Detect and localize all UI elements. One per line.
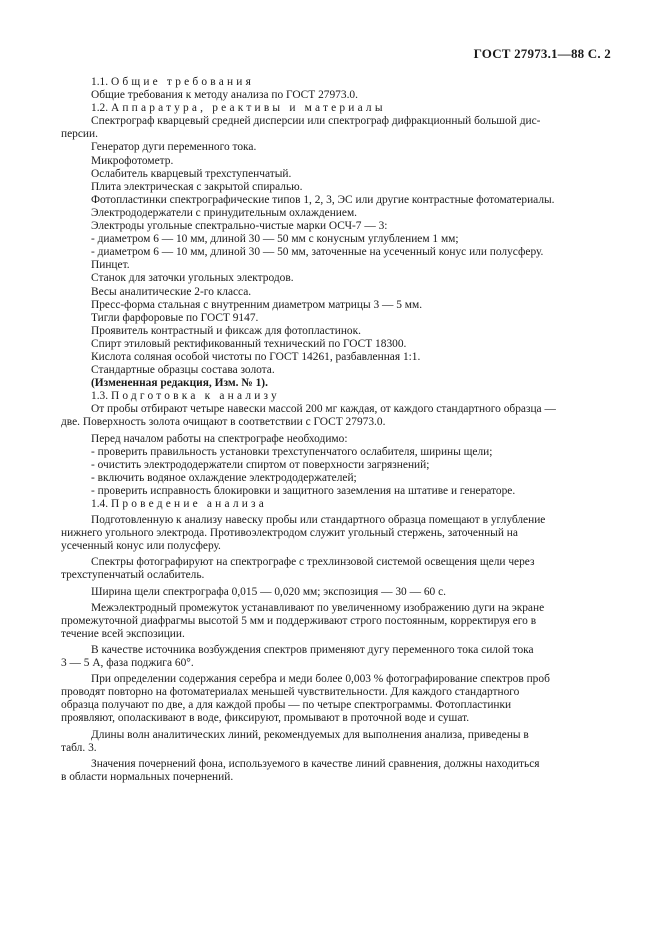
list-item: - проверить правильность установки трехступенчатого ослабителя, ширины щели; — [91, 445, 493, 458]
list-item: Плита электрическая с закрытой спиралью. — [91, 180, 303, 193]
paragraph-continuation: усеченный конус или полусферу. — [61, 540, 221, 553]
section-1-3-heading — [91, 390, 601, 403]
paragraph-continuation: персии. — [61, 128, 98, 141]
list-item: Электрододержатели с принудительным охлаждением. — [91, 206, 358, 219]
paragraph: Длины волн аналитических линий, рекомендуемых для выполнения анализа, приведены в — [91, 728, 529, 741]
section-number: 1.1. — [91, 76, 111, 88]
section-title: Проведение анализа — [110, 498, 267, 510]
paragraph-continuation: табл. 3. — [61, 741, 97, 754]
page-header: ГОСТ 27973.1—88 С. 2 — [473, 46, 611, 61]
list-item: - проверить исправность блокировки и защитного заземления на штативе и генераторе. — [91, 484, 516, 497]
paragraph: При определении содержания серебра и меди более 0,003 % фотографирование спектров проб — [91, 673, 550, 686]
paragraph: Общие требования к методу анализа по ГОСТ 27973.0. — [91, 89, 358, 102]
section-1-2-heading — [91, 102, 601, 115]
section-1-1-heading — [91, 76, 601, 89]
paragraph-continuation: 3 — 5 А, фаза поджига 60°. — [61, 657, 194, 670]
list-item: - включить водяное охлаждение электрододержателей; — [91, 471, 357, 484]
paragraph: От пробы отбирают четыре навески массой 200 мг каждая, от каждого стандартного образца — — [91, 403, 556, 416]
list-item: Пинцет. — [91, 259, 130, 272]
section-1-4-heading — [91, 498, 601, 511]
list-item: - диаметром 6 — 10 мм, длиной 30 — 50 мм с конусным углублением 1 мм; — [91, 233, 459, 246]
section-number: 1.2. — [91, 102, 111, 115]
section-title: Аппаратура, реактивы и материалы — [110, 102, 386, 115]
paragraph: Межэлектродный промежуток устанавливают по увеличенному изображению дуги на экране — [91, 601, 545, 614]
list-item: Пресс-форма стальная с внутренним диаметром матрицы 3 — 5 мм. — [91, 298, 423, 311]
paragraph-continuation: в области нормальных почернений. — [61, 770, 234, 783]
paragraph-continuation: течение всей экспозиции. — [61, 627, 185, 640]
paragraph-continuation: образца получают по две, а для каждой пробы — по четыре спектрограммы. Фотопластинки — [61, 699, 512, 712]
paragraph-continuation: две. Поверхность золота очищают в соответствии с ГОСТ 27973.0. — [61, 416, 386, 429]
section-number: 1.3. — [91, 390, 111, 403]
paragraph-continuation: трехступенчатый ослабитель. — [61, 569, 205, 582]
list-item: Станок для заточки угольных электродов. — [91, 272, 294, 285]
page-body — [61, 76, 601, 784]
list-item: Кислота соляная особой чистоты по ГОСТ 14261, разбавленная 1:1. — [91, 350, 421, 363]
paragraph-continuation: проводят повторно на фотоматериалах меньшей чувствительности. Для каждого стандартного — [61, 686, 520, 699]
paragraph: Спектрограф кварцевый средней дисперсии или спектрограф дифракционный большой дис- — [91, 115, 541, 128]
list-item: Спирт этиловый ректификованный технический по ГОСТ 18300. — [91, 337, 407, 350]
list-item: Микрофотометр. — [91, 154, 174, 167]
list-item: Весы аналитические 2-го класса. — [91, 285, 252, 298]
list-item: - диаметром 6 — 10 мм, длиной 30 — 50 мм, заточенные на усеченный конус или полусферу. — [91, 246, 544, 259]
paragraph-continuation: проявляют, ополаскивают в воде, фиксируют, промывают в проточной воде и сушат. — [61, 712, 470, 725]
paragraph: Ширина щели спектрографа 0,015 — 0,020 мм; экспозиция — 30 — 60 с. — [91, 585, 446, 598]
paragraph-continuation: нижнего угольного электрода. Противоэлектродом служит угольный стержень, заточенный на — [61, 527, 518, 540]
list-item: Фотопластинки спектрографические типов 1, 2, 3, ЭС или другие контрастные фотоматериалы. — [91, 193, 555, 206]
section-title: Подготовка к анализу — [110, 390, 280, 403]
paragraph: Подготовленную к анализу навеску пробы или стандартного образца помещают в углубление — [91, 514, 546, 527]
list-item: Проявитель контрастный и фиксаж для фотопластинок. — [91, 324, 362, 337]
amendment-note: (Измененная редакция, Изм. № 1). — [91, 377, 268, 390]
list-item: Тигли фарфоровые по ГОСТ 9147. — [91, 311, 259, 324]
list-item: Электроды угольные спектрально-чистые марки ОСЧ-7 — 3: — [91, 220, 388, 233]
list-item: - очистить электрододержатели спиртом от поверхности загрязнений; — [91, 458, 430, 471]
paragraph-continuation: промежуточной диафрагмы высотой 5 мм и поддерживают строго постоянным, корректируя его в — [61, 614, 537, 627]
list-item: Генератор дуги переменного тока. — [91, 141, 257, 154]
paragraph: В качестве источника возбуждения спектров применяют дугу переменного тока силой тока — [91, 643, 534, 656]
section-title: Общие требования — [110, 76, 255, 88]
paragraph: Перед началом работы на спектрографе необходимо: — [91, 432, 348, 445]
section-number: 1.4. — [91, 498, 111, 510]
list-item: Стандартные образцы состава золота. — [91, 364, 275, 377]
paragraph: Значения почернений фона, используемого в качестве линий сравнения, должны находиться — [91, 757, 540, 770]
paragraph: Спектры фотографируют на спектрографе с трехлинзовой системой освещения щели через — [91, 556, 535, 569]
list-item: Ослабитель кварцевый трехступенчатый. — [91, 167, 292, 180]
